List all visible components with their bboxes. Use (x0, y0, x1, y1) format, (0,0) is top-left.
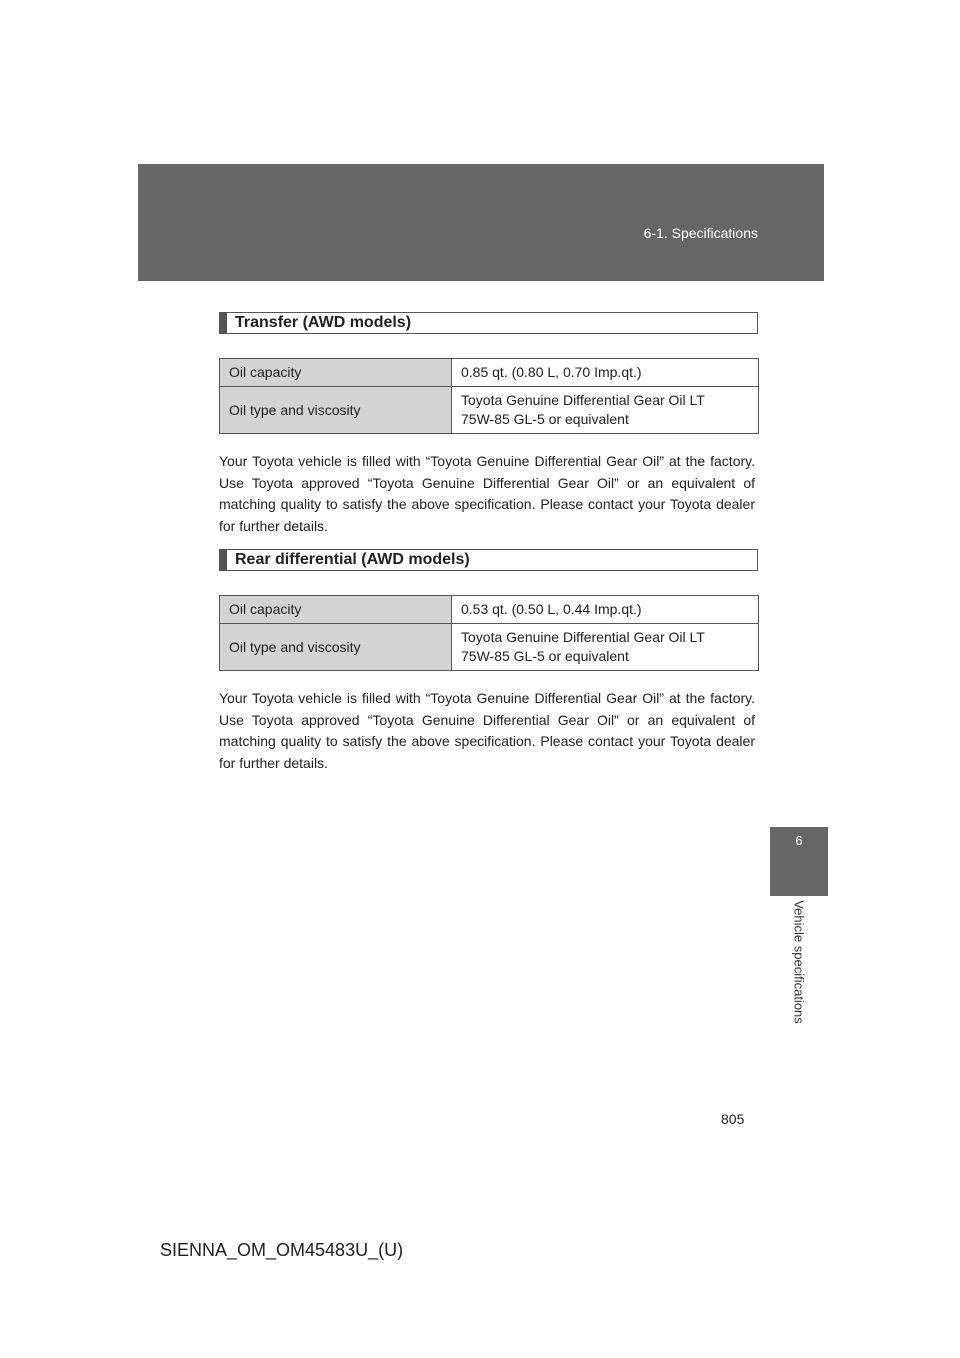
row-label: Oil type and viscosity (220, 387, 452, 434)
row-value: 0.85 qt. (0.80 L, 0.70 Imp.qt.) (452, 359, 759, 387)
section-heading-transfer: Transfer (AWD models) (219, 312, 758, 334)
body-paragraph: Your Toyota vehicle is filled with “Toyota Genuine Differential Gear Oil” at the factory. Use Toyota approved “Toyota Genuine Differential Gear Oil” or an equivalent of matching quality to satisfy the above specification. Please contact your Toyota dealer for further details. (219, 453, 755, 534)
row-label: Oil capacity (220, 596, 452, 624)
table-row (220, 624, 759, 671)
spec-table-transfer (219, 358, 759, 434)
chapter-tab (770, 827, 828, 896)
row-label: Oil type and viscosity (220, 624, 452, 671)
table-row (220, 596, 759, 624)
section-breadcrumb: 6-1. Specifications (643, 225, 758, 241)
table-row (220, 387, 759, 434)
value-line: Toyota Genuine Differential Gear Oil LT (461, 392, 705, 408)
body-paragraph: Your Toyota vehicle is filled with “Toyota Genuine Differential Gear Oil” at the factory. Use Toyota approved “Toyota Genuine Differential Gear Oil” or an equivalent of matching quality to satisfy the above specification. Please contact your Toyota dealer for further details. (219, 690, 755, 771)
spec-table-rear-differential (219, 595, 759, 671)
row-value (452, 624, 759, 671)
chapter-label: Vehicle specifications (791, 900, 807, 1024)
header-band (138, 164, 824, 281)
page-number: 805 (721, 1111, 745, 1127)
row-label: Oil capacity (220, 359, 452, 387)
document-code: SIENNA_OM_OM45483U_(U) (160, 1240, 404, 1260)
value-line: 75W-85 GL-5 or equivalent (461, 411, 629, 427)
value-line: 75W-85 GL-5 or equivalent (461, 648, 629, 664)
chapter-number: 6 (795, 833, 803, 848)
row-value: 0.53 qt. (0.50 L, 0.44 Imp.qt.) (452, 596, 759, 624)
section-heading-rear-differential: Rear differential (AWD models) (219, 549, 758, 571)
table-row (220, 359, 759, 387)
value-line: Toyota Genuine Differential Gear Oil LT (461, 629, 705, 645)
row-value (452, 387, 759, 434)
